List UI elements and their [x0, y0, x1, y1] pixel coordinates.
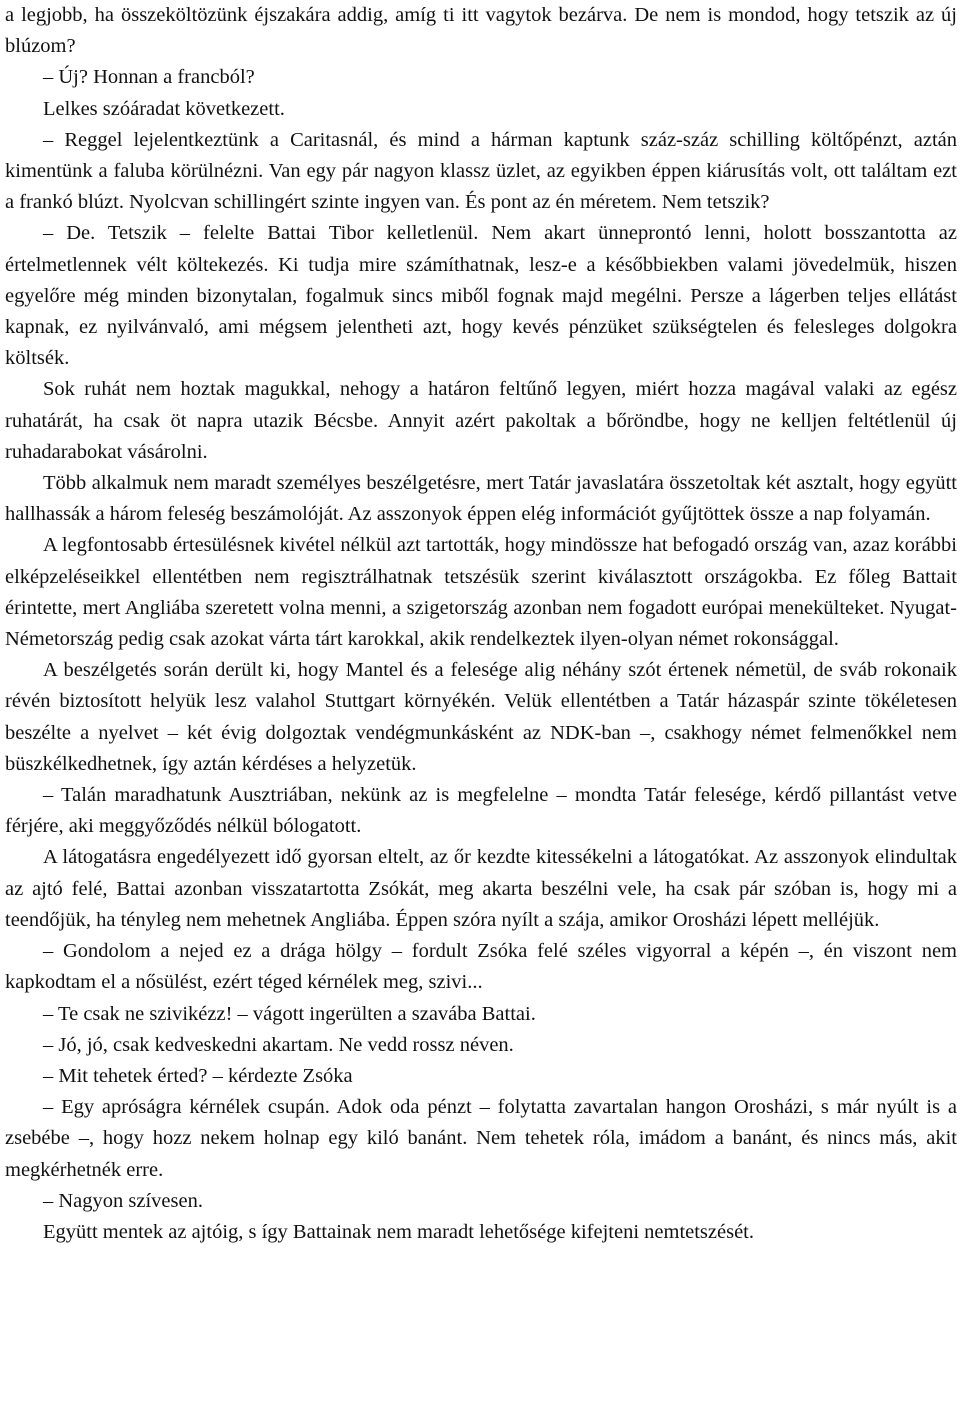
paragraph-1: a legjobb, ha összeköltözünk éjszakára addig, amíg ti itt vagytok bezárva. De nem is mondod, hogy tetszik az új blúzom? [5, 4, 957, 58]
paragraph-17: – Nagyon szívesen. [43, 1189, 203, 1212]
paragraph-4: – Reggel lejelentkeztünk a Caritasnál, és mind a hárman kaptunk száz-száz schilling költőpénzt, aztán kimentünk a faluba körülnézni. Van egy pár nagyon klassz üzlet, az egyikben éppen kiárusítás volt, ott találtam ezt a frankó blúzt. Nyolcvan schillingért szinte ingyen van. És pont az én méretem. Nem tetszik? [5, 128, 957, 214]
paragraph-18: Együtt mentek az ajtóig, s így Battainak nem maradt lehetősége kifejteni nemtetszését. [43, 1220, 755, 1243]
paragraph-15: – Mit tehetek érted? – kérdezte Zsóka [43, 1064, 353, 1087]
paragraph-5: – De. Tetszik – felelte Battai Tibor kelletlenül. Nem akart ünneprontó lenni, holott bosszantotta az értelmetlennek vélt költekezés. Ki tudja mire számíthatnak, lesz-e a későbbiekben valami jövedelmük, hiszen egyelőre még minden bizonytalan, fogalmuk sincs miből fognak majd megélni. Persze a lágerben teljes ellátást kapnak, ez nyilvánvaló, ami mégsem jelentheti azt, hogy kevés pénzüket szükségtelen és felesleges dolgokra költsék. [5, 222, 957, 370]
paragraph-13: – Te csak ne szivikézz! – vágott ingerülten a szavába Battai. [43, 1002, 536, 1025]
paragraph-11: A látogatásra engedélyezett idő gyorsan eltelt, az őr kezdte kitessékelni a látogatókat. Az asszonyok elindultak az ajtó felé, Battai azonban visszatartotta Zsókát, meg akarta beszélni vele, ha csak pár szóban is, hogy mi a teendőjük, ha tényleg nem mehetnek Angliába. Éppen szóra nyílt a szája, amikor Orosházi lépett melléjük. [5, 846, 957, 931]
paragraph-3: Lelkes szóáradat következett. [43, 97, 285, 120]
paragraph-7: Több alkalmuk nem maradt személyes beszélgetésre, mert Tatár javaslatára összetoltak két asztalt, hogy együtt hallhassák a három feleség beszámolóját. Az asszonyok éppen elég információt gyűjtöttek össze a nap folyamán. [5, 472, 957, 526]
paragraph-14: – Jó, jó, csak kedveskedni akartam. Ne vedd rossz néven. [43, 1033, 514, 1056]
paragraph-6: Sok ruhát nem hoztak magukkal, nehogy a határon feltűnő legyen, miért hozza magával valaki az egész ruhatárát, ha csak öt napra utazik Bécsbe. Annyit azért pakoltak a bőröndbe, hogy ne kelljen feltétlenül új ruhadarabokat vásárolni. [5, 378, 957, 463]
paragraph-2: – Új? Honnan a francból? [43, 66, 255, 89]
paragraph-12: – Gondolom a nejed ez a drága hölgy – fordult Zsóka felé széles vigyorral a képén –, én viszont nem kapkodtam el a nősülést, ezért téged kérnélek meg, szivi... [5, 940, 957, 994]
paragraph-10: – Talán maradhatunk Ausztriában, nekünk az is megfelelne – mondta Tatár felesége, kérdő pillantást vetve férjére, aki meggyőződés nélkül bólogatott. [5, 784, 957, 838]
paragraph-9: A beszélgetés során derült ki, hogy Mantel és a felesége alig néhány szót értenek németül, de sváb rokonaik révén biztosított helyük lesz valahol Stuttgart környékén. Velük ellentétben a Tatár házaspár szinte tökéletesen beszélte a nyelvet – két évig dolgoztak vendégmunkásként az NDK-ban –, csakhogy német felmenőkkel nem büszkélkedhetnek, így aztán kérdéses a helyzetük. [5, 659, 957, 775]
paragraph-8: A legfontosabb értesülésnek kivétel nélkül azt tartották, hogy mindössze hat befogadó ország van, azaz korábbi elképzeléseikkel ellentétben nem regisztrálhatnak tetszésük szerint kiválasztott országokba. Ez főleg Battait érintette, mert Angliába szeretett volna menni, a szigetország azonban nem fogadott európai menekülteket. Nyugat-Németország pedig csak azokat várta tárt karokkal, akik rendelkeztek ilyen-olyan német rokonsággal. [5, 534, 957, 651]
paragraph-16: – Egy apróságra kérnélek csupán. Adok oda pénzt – folytatta zavartalan hangon Orosházi, s már nyúlt is a zsebébe –, hogy hozz nekem holnap egy kiló banánt. Nem tehetek róla, imádom a banánt, és nincs más, akit megkérhetnék erre. [5, 1096, 957, 1181]
document-page [5, 0, 957, 1248]
